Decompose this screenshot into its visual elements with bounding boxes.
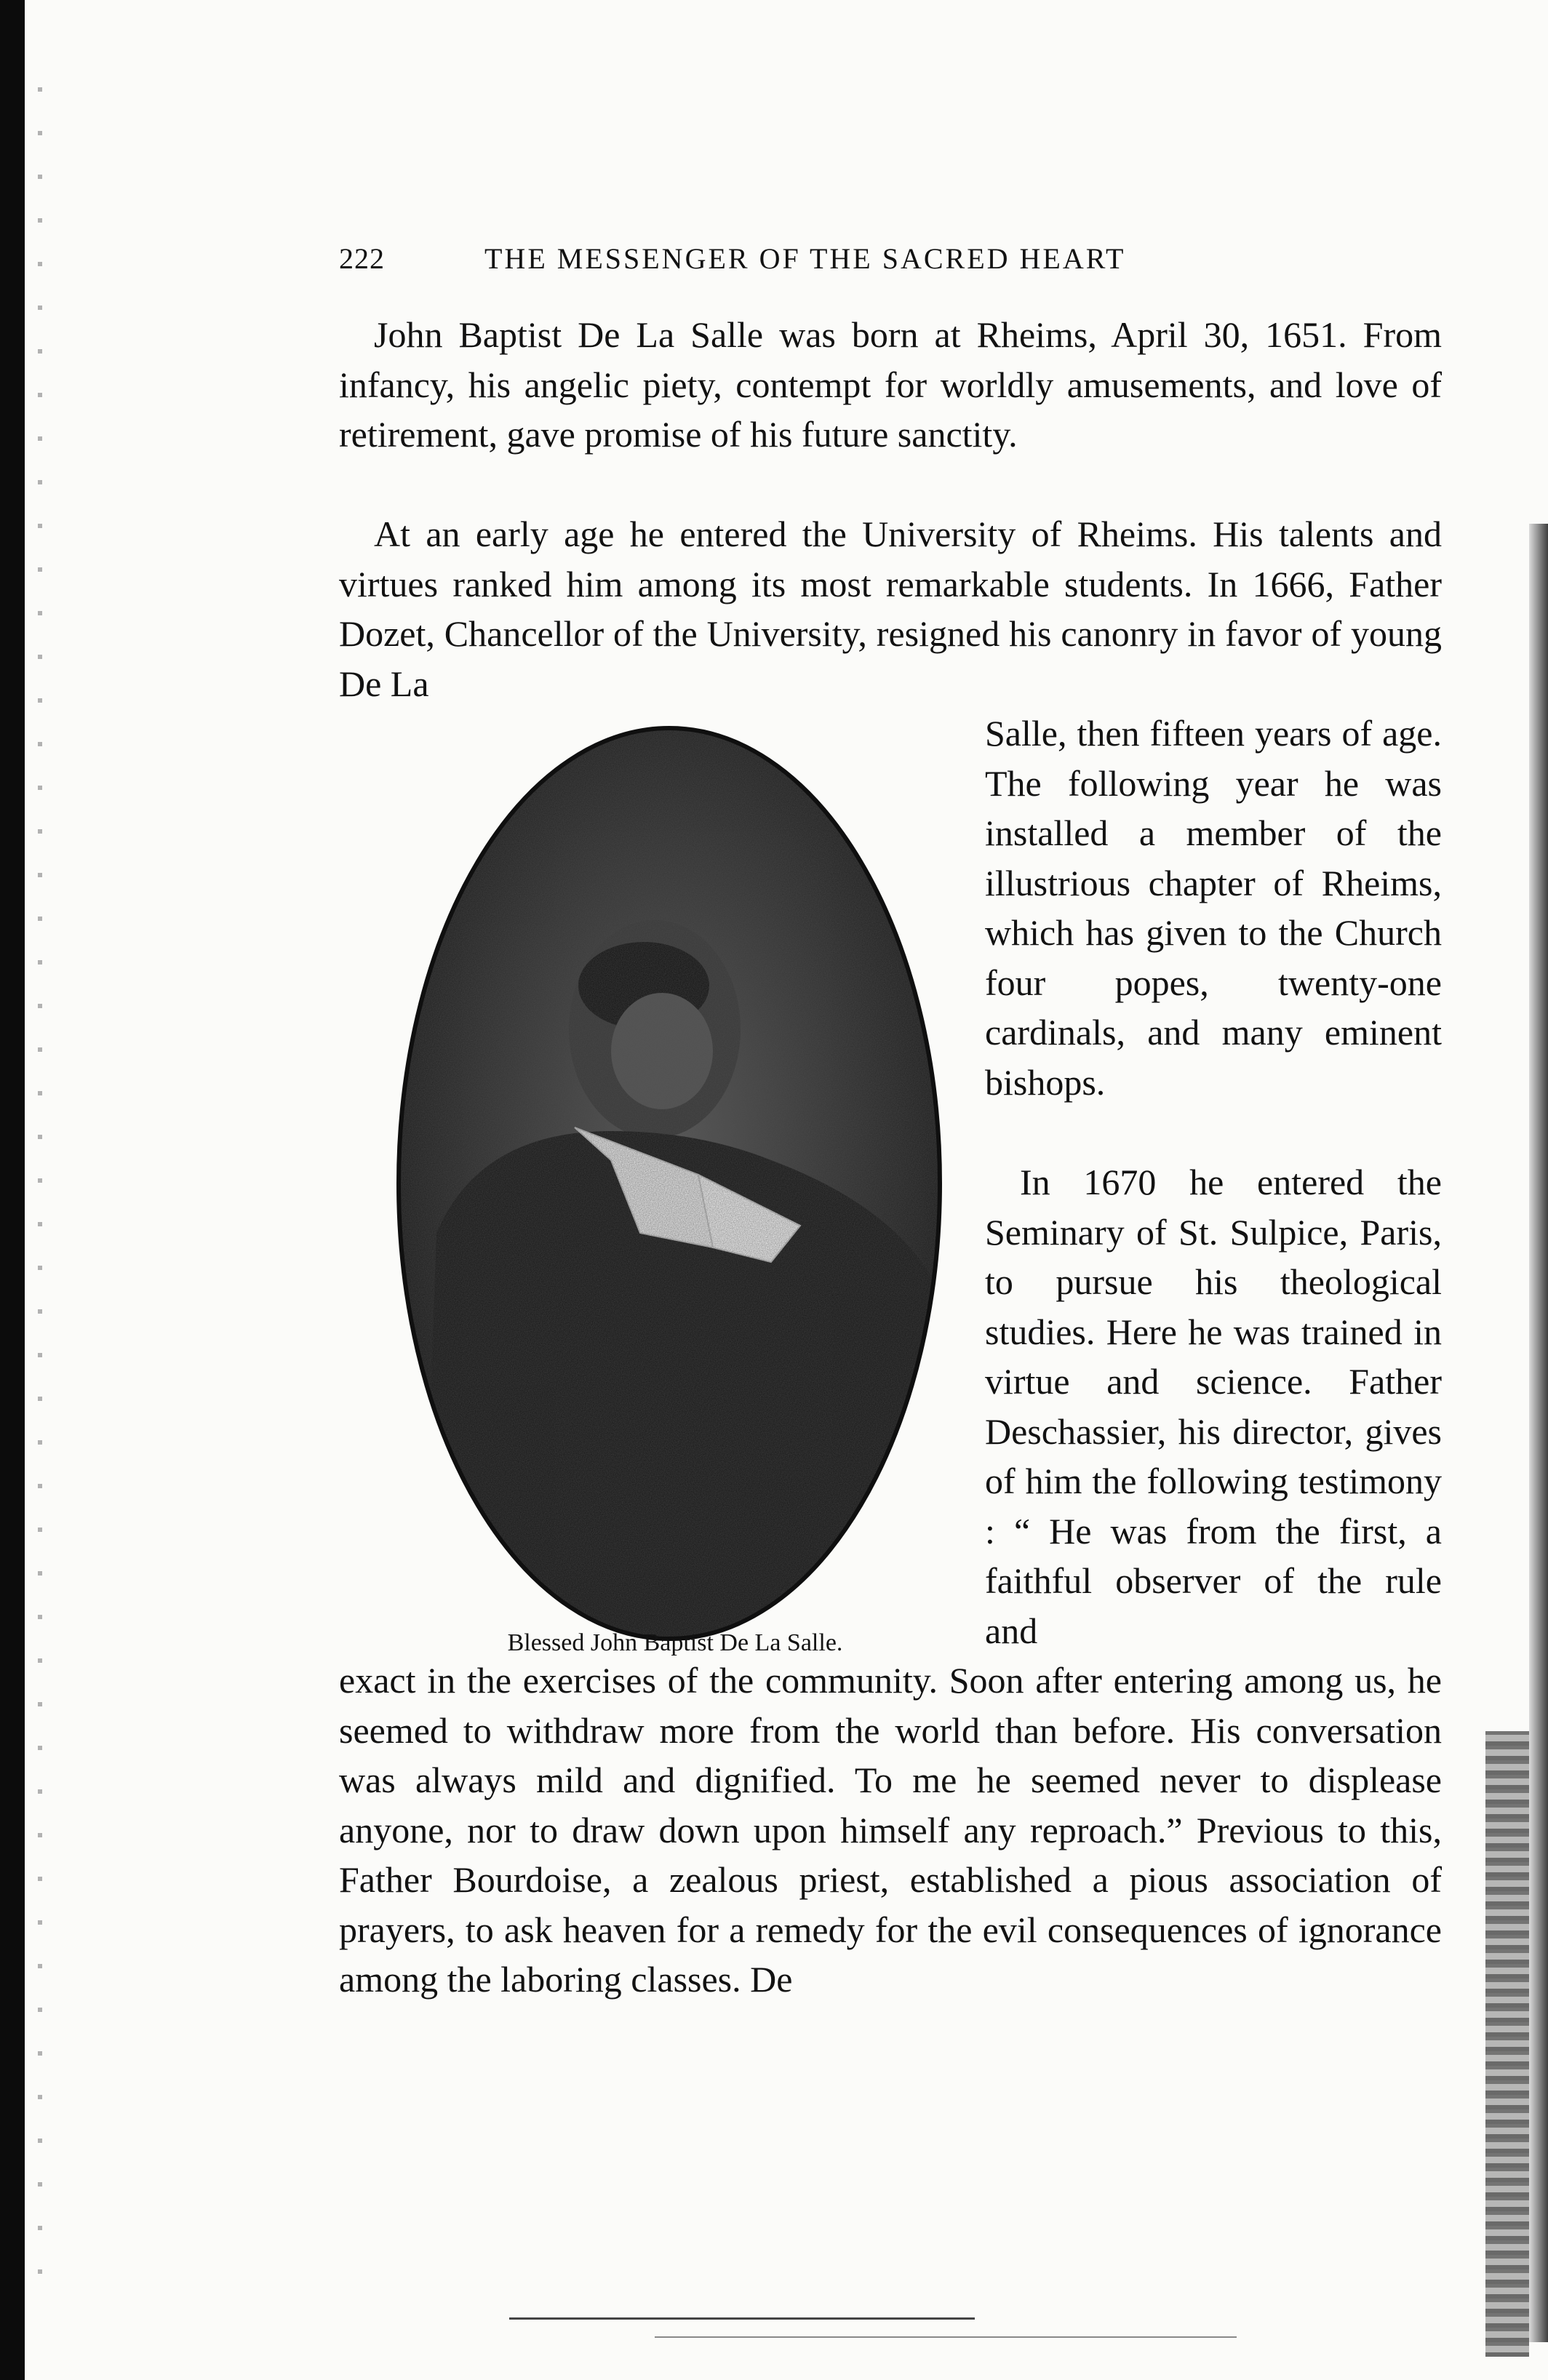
scan-bottom-rule-2 [655, 2336, 1237, 2338]
scan-left-edge [0, 0, 25, 2380]
scan-bottom-rule [509, 2317, 975, 2320]
running-title: THE MESSENGER OF THE SACRED HEART [484, 242, 1126, 275]
paragraph-birth: John Baptist De La Salle was born at Rheims, April 30, 1651. From infancy, his angelic piety, contempt for worldly amusements, and love of retirement, gave promise of his future sanctity. [339, 314, 1442, 455]
scan-right-edge [1529, 524, 1548, 2342]
page-number: 222 [339, 242, 385, 275]
figure-caption: Blessed John Baptist De La Salle. [507, 1629, 843, 1656]
scan-left-specks [38, 87, 42, 2299]
scan-right-shadow [1485, 1731, 1529, 2357]
paragraph-seminary: In 1670 he entered the Seminary of St. Sulpice, Paris, to pursue his theological studies. Here he was trained in virtue and science. Father Deschassier, his director, gives of him the following testimony : “ He was from the first, a faithful observer of the rule and [985, 1162, 1442, 1651]
running-header [339, 241, 1343, 276]
paragraph-university: At an early age he entered the University of Rheims. His talents and virtues ranked him among its most remarkable students. In 1666, Father Dozet, Chancellor of the University, resigned his canonry in favor of young De La [339, 514, 1442, 704]
paragraph-university-continued: Salle, then fifteen years of age. The following year he was installed a member of the illustrious chapter of Rheims, which has given to the Church four popes, twenty-one cardinals, and many eminent bishops. [985, 713, 1442, 1103]
paragraph-testimony-continued: exact in the exercises of the community. Soon after entering among us, he seemed to withdraw more from the world than before. His conversation was always mild and dignified. To me he seemed never to displease anyone, nor to draw down upon himself any reproach.” Previous to this, Father Bourdoise, a zealous priest, established a pious association of prayers, to ask heaven for a remedy for the evil consequences of ignorance among the laboring classes. De [339, 1660, 1442, 2000]
portrait-oval-image [393, 724, 946, 1644]
